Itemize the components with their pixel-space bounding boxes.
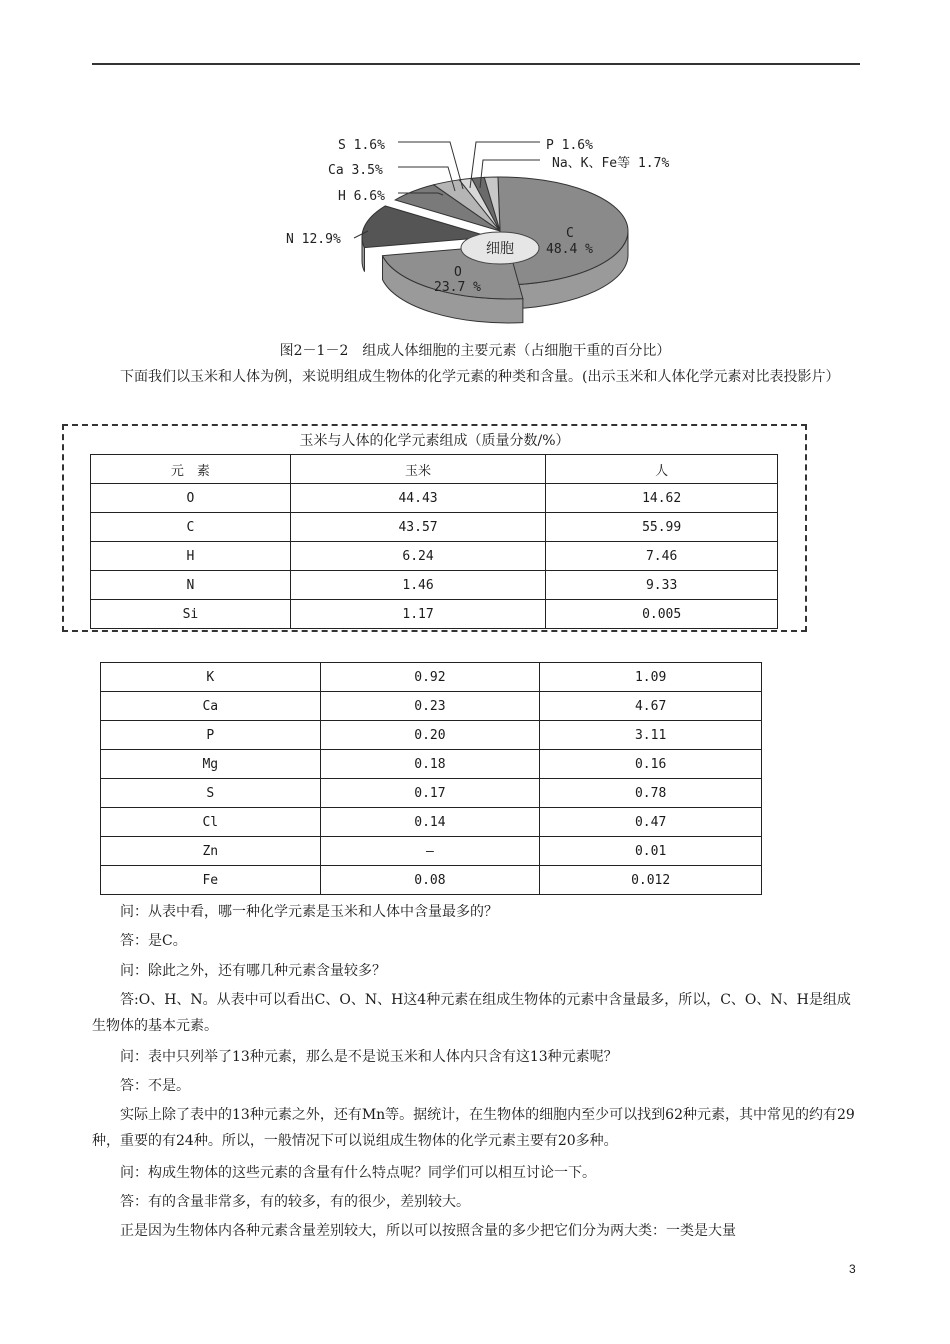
cell-element: K xyxy=(101,663,321,692)
label-n: N 12.9% xyxy=(286,232,341,247)
label-ca: Ca 3.5% xyxy=(328,163,383,178)
label-c-name: C xyxy=(566,226,574,241)
cell-corn: 0.23 xyxy=(320,692,540,721)
cell-human: 9.33 xyxy=(546,571,778,600)
label-na-k-fe: Na、K、Fe等 1.7% xyxy=(552,156,670,171)
cell-element: H xyxy=(91,542,291,571)
cell-human: 1.09 xyxy=(540,663,762,692)
table-row xyxy=(101,866,762,895)
cell-human: 0.47 xyxy=(540,808,762,837)
cell-corn: 0.14 xyxy=(320,808,540,837)
label-o-name: O xyxy=(454,265,462,280)
cell-element: Fe xyxy=(101,866,321,895)
cell-human: 7.46 xyxy=(546,542,778,571)
label-o-value: 23.7 % xyxy=(434,280,481,295)
cell-element: C xyxy=(91,513,291,542)
pie-center-label: 细胞 xyxy=(486,241,514,257)
table-body-top xyxy=(91,484,778,629)
question-1: 问：从表中看，哪一种化学元素是玉米和人体中含量最多的？ xyxy=(120,904,498,920)
intro-paragraph: 下面我们以玉米和人体为例，来说明组成生物体的化学元素的种类和含量。(出示玉米和人体化学元素对比表投影片） xyxy=(120,369,840,385)
cell-element: Ca xyxy=(101,692,321,721)
cell-corn: 0.08 xyxy=(320,866,540,895)
cell-human: 4.67 xyxy=(540,692,762,721)
header-human: 人 xyxy=(546,455,778,484)
table-title: 玉米与人体的化学元素组成（质量分数/%） xyxy=(299,433,570,449)
element-table-top xyxy=(90,454,778,629)
question-3: 问：表中只列举了13种元素，那么是不是说玉米和人体内只含有这13种元素呢？ xyxy=(120,1049,618,1065)
table-row xyxy=(91,513,778,542)
cell-element: P xyxy=(101,721,321,750)
cell-corn: — xyxy=(320,837,540,866)
table-row xyxy=(91,600,778,629)
cell-corn: 44.43 xyxy=(290,484,546,513)
table-row xyxy=(91,571,778,600)
cell-element: Zn xyxy=(101,837,321,866)
answer-4: 答：有的含量非常多，有的较多，有的很少，差别较大。 xyxy=(120,1194,470,1210)
cell-corn: 6.24 xyxy=(290,542,546,571)
paragraph-classification: 正是因为生物体内各种元素含量差别较大，所以可以按照含量的多少把它们分为两大类：一类是大量 xyxy=(120,1223,736,1239)
label-c-value: 48.4 % xyxy=(546,242,593,257)
label-s: S 1.6% xyxy=(338,138,385,153)
table-row xyxy=(101,837,762,866)
cell-element: N xyxy=(91,571,291,600)
cell-element: O xyxy=(91,484,291,513)
header-rule xyxy=(92,63,860,65)
table-row xyxy=(101,692,762,721)
question-4: 问：构成生物体的这些元素的含量有什么特点呢？同学们可以相互讨论一下。 xyxy=(120,1165,596,1181)
table-row xyxy=(101,721,762,750)
table-row xyxy=(101,779,762,808)
table-body-bottom xyxy=(101,663,762,895)
table-row xyxy=(91,542,778,571)
cell-human: 0.012 xyxy=(540,866,762,895)
header-element: 元 素 xyxy=(91,455,291,484)
cell-human: 14.62 xyxy=(546,484,778,513)
table-header-row xyxy=(91,455,778,484)
cell-human: 3.11 xyxy=(540,721,762,750)
cell-corn: 0.92 xyxy=(320,663,540,692)
cell-corn: 0.20 xyxy=(320,721,540,750)
cell-human: 0.01 xyxy=(540,837,762,866)
cell-corn: 1.17 xyxy=(290,600,546,629)
cell-human: 0.16 xyxy=(540,750,762,779)
page-number: 3 xyxy=(849,1262,856,1276)
answer-3: 答：不是。 xyxy=(120,1078,190,1094)
pie-chart xyxy=(270,125,670,325)
cell-element: Cl xyxy=(101,808,321,837)
cell-corn: 43.57 xyxy=(290,513,546,542)
answer-1: 答：是C。 xyxy=(120,933,187,949)
table-row xyxy=(101,663,762,692)
answer-2: 答:O、H、N。从表中可以看出C、O、N、H这4种元素在组成生物体的元素中含量最多，所以，C、O、N、H是组成生物体的基本元素。 xyxy=(92,992,851,1034)
cell-corn: 1.46 xyxy=(290,571,546,600)
question-2: 问：除此之外，还有哪几种元素含量较多？ xyxy=(120,963,386,979)
cell-element: Si xyxy=(91,600,291,629)
cell-human: 0.78 xyxy=(540,779,762,808)
cell-human: 0.005 xyxy=(546,600,778,629)
label-p: P 1.6% xyxy=(546,138,593,153)
cell-corn: 0.18 xyxy=(320,750,540,779)
table-row xyxy=(101,750,762,779)
table-row xyxy=(101,808,762,837)
pie-figure xyxy=(270,125,670,325)
cell-human: 55.99 xyxy=(546,513,778,542)
label-h: H 6.6% xyxy=(338,189,385,204)
cell-element: Mg xyxy=(101,750,321,779)
cell-element: S xyxy=(101,779,321,808)
paragraph-elements-count: 实际上除了表中的13种元素之外，还有Mn等。据统计，在生物体的细胞内至少可以找到62种元素，其中常见的约有29种，重要的有24种。所以，一般情况下可以说组成生物体的化学元素主要有20多种。 xyxy=(92,1107,855,1149)
header-corn: 玉米 xyxy=(290,455,546,484)
element-table-bottom xyxy=(100,662,762,895)
cell-corn: 0.17 xyxy=(320,779,540,808)
table-row xyxy=(91,484,778,513)
figure-caption: 图2－1－2 组成人体细胞的主要元素（占细胞干重的百分比） xyxy=(279,343,671,359)
